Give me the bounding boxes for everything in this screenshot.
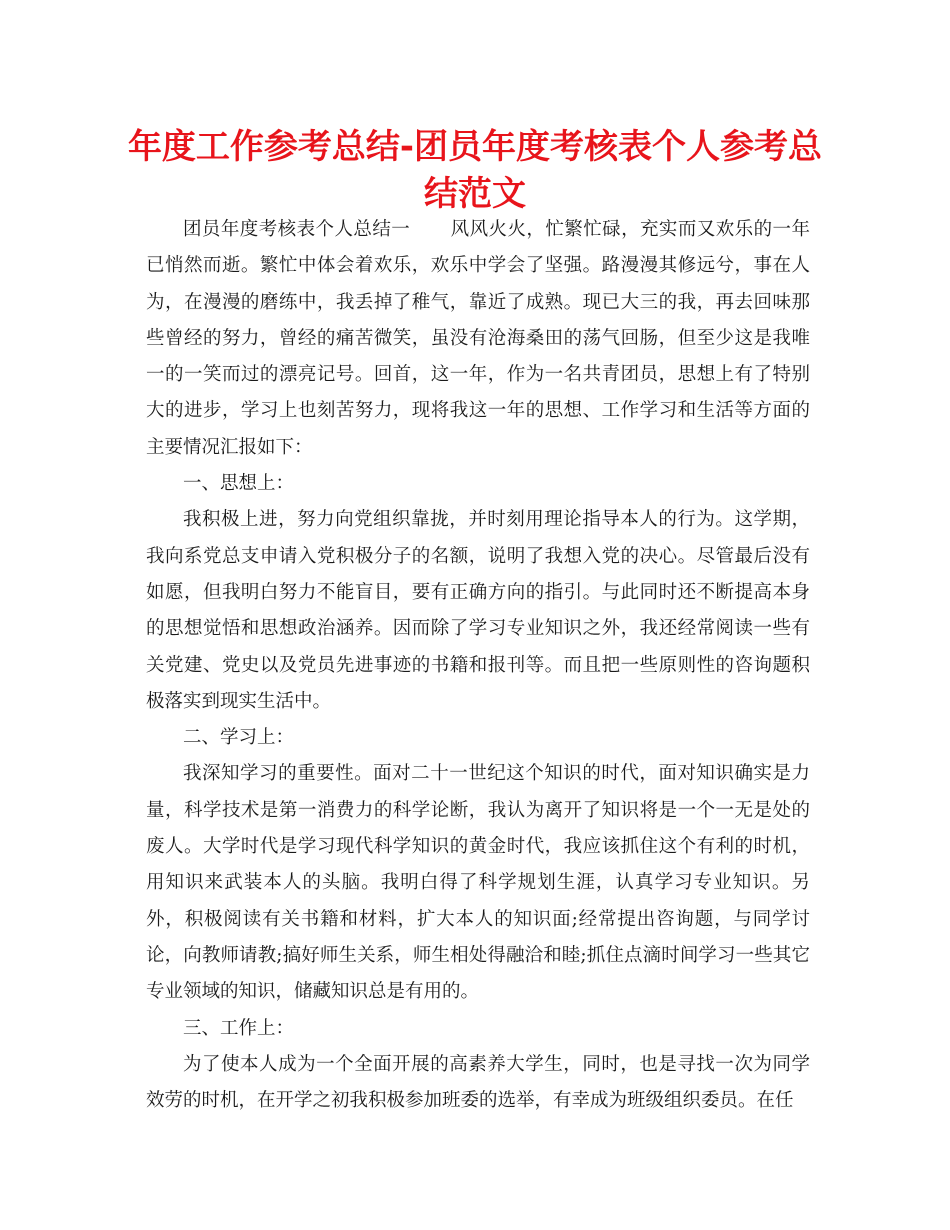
document-body bbox=[146, 212, 810, 1119]
paragraph-study: 我深知学习的重要性。面对二十一世纪这个知识的时代，面对知识确实是力量，科学技术是第一消费力的科学论断，我认为离开了知识将是一个一无是处的废人。大学时代是学习现代科学知识的黄金时代，我应该抓住这个有利的时机，用知识来武装本人的头脑。我明白得了科学规划生涯，认真学习专业知识。另外，积极阅读有关书籍和材料，扩大本人的知识面;经常提出咨询题，与同学讨论，向教师请教;搞好师生关系，师生相处得融洽和睦;抓住点滴时间学习一些其它专业领域的知识，储藏知识总是有用的。 bbox=[146, 763, 810, 1003]
paragraph-work: 为了使本人成为一个全面开展的高素养大学生，同时，也是寻找一次为同学效劳的时机，在开学之初我积极参加班委的选举，有幸成为班级组织委员。在任 bbox=[146, 1053, 810, 1112]
section-heading-study: 二、学习上： bbox=[183, 727, 295, 749]
section-heading-thought: 一、思想上： bbox=[183, 473, 295, 495]
intro-lead: 团员年度考核表个人总结一 bbox=[183, 219, 411, 240]
intro-paragraph bbox=[146, 212, 810, 466]
section-heading-work: 三、工作上： bbox=[183, 1017, 295, 1039]
intro-text: 风风火火，忙繁忙碌，充实而又欢乐的一年已悄然而逝。繁忙中体会着欢乐，欢乐中学会了坚强。路漫漫其修远兮，事在人为，在漫漫的磨练中，我丢掉了稚气，靠近了成熟。现已大三的我，再去回味那些曾经的努力，曾经的痛苦微笑，虽没有沧海桑田的荡气回肠，但至少这是我唯一的一笑而过的漂亮记号。回首，这一年，作为一名共青团员，思想上有了特别大的进步，学习上也刻苦努力，现将我这一年的思想、工作学习和生活等方面的主要情况汇报如下： bbox=[146, 219, 810, 458]
document-title: 年度工作参考总结-团员年度考核表个人参考总结范文 bbox=[127, 127, 823, 214]
paragraph-thought: 我积极上进，努力向党组织靠拢，并时刻用理论指导本人的行为。这学期，我向系党总支申请入党积极分子的名额，说明了我想入党的决心。尽管最后没有如愿，但我明白努力不能盲目，要有正确方向的指引。与此同时还不断提高本身的思想觉悟和思想政治涵养。因而除了学习专业知识之外，我还经常阅读一些有关党建、党史以及党员先进事迹的书籍和报刊等。而且把一些原则性的咨询题积极落实到现实生活中。 bbox=[146, 509, 810, 712]
